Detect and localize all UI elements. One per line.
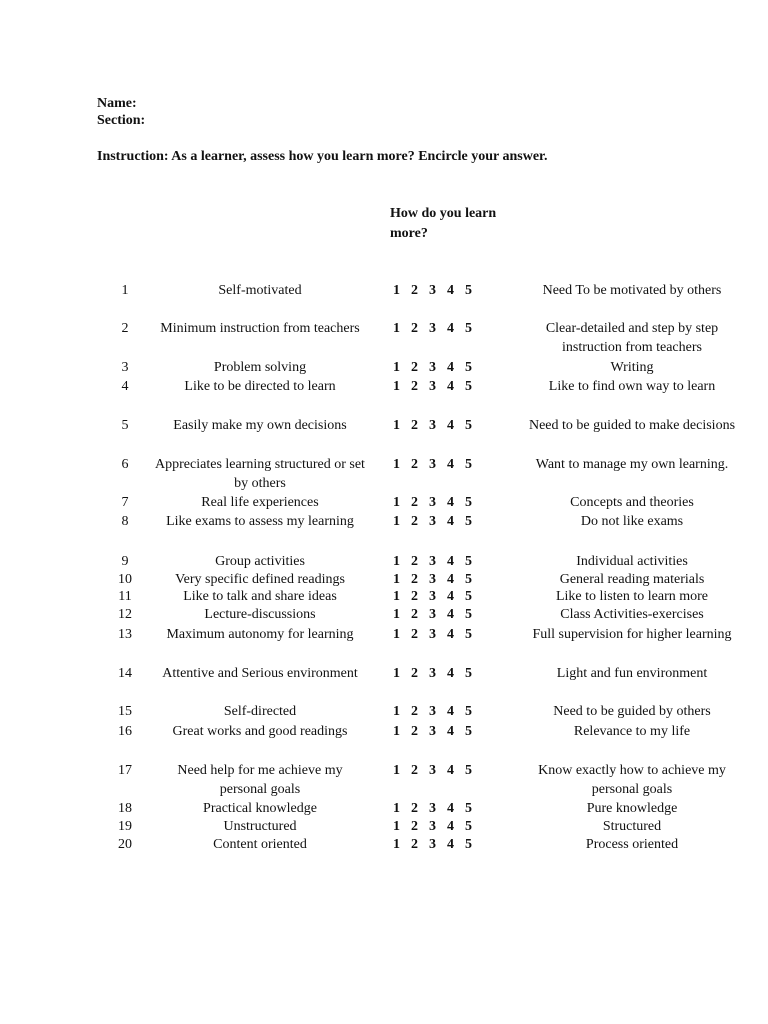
right-statement: Writing — [610, 360, 654, 375]
row-number: 9 — [121, 554, 129, 569]
rating-option-1[interactable]: 1 — [393, 572, 400, 587]
rating-scale — [393, 455, 483, 474]
scale-question: How do you learn more? — [390, 206, 497, 241]
row-number: 18 — [118, 801, 132, 816]
rating-option-3[interactable]: 3 — [429, 457, 436, 472]
rating-scale — [393, 605, 483, 624]
rating-option-4[interactable]: 4 — [447, 360, 454, 375]
right-statement: Structured — [602, 819, 662, 834]
left-statement: Self-directed — [223, 704, 297, 719]
rating-option-3[interactable]: 3 — [429, 627, 436, 642]
row-number: 4 — [121, 379, 129, 394]
rating-option-2[interactable]: 2 — [411, 837, 418, 852]
rating-option-5[interactable]: 5 — [465, 589, 472, 604]
left-statement: Lecture-discussions — [204, 607, 316, 622]
row-number: 8 — [121, 514, 129, 529]
rating-option-1[interactable]: 1 — [393, 457, 400, 472]
rating-option-5[interactable]: 5 — [465, 763, 472, 778]
right-statement: Individual activities — [576, 554, 688, 569]
rating-option-3[interactable]: 3 — [429, 495, 436, 510]
rating-option-1[interactable]: 1 — [393, 819, 400, 834]
row-number: 7 — [121, 495, 129, 510]
rating-option-4[interactable]: 4 — [447, 627, 454, 642]
rating-option-1[interactable]: 1 — [393, 724, 400, 739]
right-statement: Process oriented — [585, 837, 679, 852]
rating-option-2[interactable]: 2 — [411, 724, 418, 739]
row-number: 12 — [118, 607, 132, 622]
rating-option-3[interactable]: 3 — [429, 837, 436, 852]
left-statement: Very specific defined readings — [175, 572, 345, 587]
right-statement: Like to listen to learn more — [555, 589, 708, 604]
right-statement: Light and fun environment — [556, 666, 708, 681]
name-label: Name: — [97, 96, 137, 111]
rating-option-2[interactable]: 2 — [411, 379, 418, 394]
row-number: 14 — [118, 666, 132, 681]
rating-option-2[interactable]: 2 — [411, 321, 418, 336]
rating-option-3[interactable]: 3 — [429, 704, 436, 719]
rating-option-1[interactable]: 1 — [393, 283, 400, 298]
rating-option-5[interactable]: 5 — [465, 704, 472, 719]
rating-option-5[interactable]: 5 — [465, 572, 472, 587]
rating-option-1[interactable]: 1 — [393, 554, 400, 569]
rating-option-5[interactable]: 5 — [465, 457, 472, 472]
rating-option-5[interactable]: 5 — [465, 819, 472, 834]
rating-option-3[interactable]: 3 — [429, 763, 436, 778]
rating-option-2[interactable]: 2 — [411, 589, 418, 604]
rating-option-3[interactable]: 3 — [429, 589, 436, 604]
left-statement: Minimum instruction from teachers — [160, 321, 360, 336]
rating-option-4[interactable]: 4 — [447, 801, 454, 816]
left-statement: Like to be directed to learn — [184, 379, 336, 394]
rating-option-2[interactable]: 2 — [411, 418, 418, 433]
rating-scale — [393, 358, 483, 377]
rating-option-2[interactable]: 2 — [411, 607, 418, 622]
rating-scale — [393, 552, 483, 571]
rating-option-2[interactable]: 2 — [411, 283, 418, 298]
left-statement: Great works and good readings — [172, 724, 348, 739]
rating-scale — [393, 587, 483, 606]
rating-option-1[interactable]: 1 — [393, 801, 400, 816]
row-number: 5 — [121, 418, 129, 433]
rating-option-4[interactable]: 4 — [447, 607, 454, 622]
rating-option-3[interactable]: 3 — [429, 321, 436, 336]
row-number: 15 — [118, 704, 132, 719]
left-statement: Practical knowledge — [203, 801, 317, 816]
right-statement: Class Activities-exercises — [560, 607, 704, 622]
rating-option-2[interactable]: 2 — [411, 495, 418, 510]
row-number: 19 — [118, 819, 132, 834]
rating-option-4[interactable]: 4 — [447, 724, 454, 739]
rating-option-2[interactable]: 2 — [411, 704, 418, 719]
rating-option-2[interactable]: 2 — [411, 819, 418, 834]
rating-option-1[interactable]: 1 — [393, 360, 400, 375]
left-statement: Group activities — [215, 554, 305, 569]
left-statement: Easily make my own decisions — [173, 418, 347, 433]
left-statement: Like exams to assess my learning — [166, 514, 354, 529]
right-statement: Like to find own way to learn — [548, 379, 716, 394]
rating-option-3[interactable]: 3 — [429, 360, 436, 375]
rating-option-3[interactable]: 3 — [429, 819, 436, 834]
rating-scale — [393, 722, 483, 741]
rating-option-3[interactable]: 3 — [429, 666, 436, 681]
rating-option-5[interactable]: 5 — [465, 360, 472, 375]
rating-option-5[interactable]: 5 — [465, 495, 472, 510]
rating-option-4[interactable]: 4 — [447, 572, 454, 587]
rating-option-3[interactable]: 3 — [429, 379, 436, 394]
rating-option-4[interactable]: 4 — [447, 379, 454, 394]
left-statement: Need help for me achieve my personal goals — [177, 763, 343, 797]
right-statement: Concepts and theories — [570, 495, 694, 510]
rating-option-4[interactable]: 4 — [447, 321, 454, 336]
rating-option-2[interactable]: 2 — [411, 514, 418, 529]
row-number: 3 — [121, 360, 129, 375]
left-statement: Maximum autonomy for learning — [166, 627, 354, 642]
rating-option-4[interactable]: 4 — [447, 554, 454, 569]
rating-option-5[interactable]: 5 — [465, 801, 472, 816]
rating-option-4[interactable]: 4 — [447, 418, 454, 433]
rating-option-1[interactable]: 1 — [393, 321, 400, 336]
section-label: Section: — [97, 113, 146, 128]
rating-option-2[interactable]: 2 — [411, 763, 418, 778]
row-number: 11 — [118, 589, 132, 604]
left-statement: Content oriented — [213, 837, 307, 852]
rating-option-5[interactable]: 5 — [465, 666, 472, 681]
left-statement: Real life experiences — [201, 495, 319, 510]
rating-scale — [393, 625, 483, 644]
right-statement: Full supervision for higher learning — [532, 627, 732, 642]
rating-option-5[interactable]: 5 — [465, 554, 472, 569]
right-statement: Need To be motivated by others — [542, 283, 722, 298]
rating-option-1[interactable]: 1 — [393, 379, 400, 394]
rating-option-1[interactable]: 1 — [393, 418, 400, 433]
rating-option-5[interactable]: 5 — [465, 418, 472, 433]
row-number: 1 — [121, 283, 129, 298]
rating-option-3[interactable]: 3 — [429, 283, 436, 298]
rating-option-4[interactable]: 4 — [447, 457, 454, 472]
rating-option-4[interactable]: 4 — [447, 819, 454, 834]
rating-option-2[interactable]: 2 — [411, 457, 418, 472]
left-statement: Like to talk and share ideas — [183, 589, 337, 604]
rating-option-4[interactable]: 4 — [447, 514, 454, 529]
rating-option-5[interactable]: 5 — [465, 379, 472, 394]
rating-option-2[interactable]: 2 — [411, 801, 418, 816]
rating-option-1[interactable]: 1 — [393, 763, 400, 778]
rating-option-2[interactable]: 2 — [411, 554, 418, 569]
row-number: 13 — [118, 627, 132, 642]
row-number: 17 — [118, 763, 132, 778]
right-statement: Pure knowledge — [586, 801, 678, 816]
right-statement: Clear-detailed and step by step instruction from teachers — [545, 321, 719, 355]
rating-option-1[interactable]: 1 — [393, 514, 400, 529]
rating-option-3[interactable]: 3 — [429, 514, 436, 529]
rating-option-4[interactable]: 4 — [447, 495, 454, 510]
rating-option-2[interactable]: 2 — [411, 627, 418, 642]
rating-scale — [393, 377, 483, 396]
left-statement: Appreciates learning structured or set by others — [155, 457, 365, 491]
rating-scale — [393, 835, 483, 854]
rating-option-5[interactable]: 5 — [465, 724, 472, 739]
rating-option-2[interactable]: 2 — [411, 360, 418, 375]
rating-option-1[interactable]: 1 — [393, 837, 400, 852]
rating-option-3[interactable]: 3 — [429, 801, 436, 816]
row-number: 6 — [121, 457, 129, 472]
right-statement: Know exactly how to achieve my personal goals — [538, 763, 726, 797]
rating-option-4[interactable]: 4 — [447, 704, 454, 719]
rating-option-5[interactable]: 5 — [465, 283, 472, 298]
rating-option-1[interactable]: 1 — [393, 704, 400, 719]
left-statement: Attentive and Serious environment — [162, 666, 358, 681]
right-statement: Need to be guided to make decisions — [528, 418, 736, 433]
row-number: 16 — [118, 724, 132, 739]
left-statement: Problem solving — [213, 360, 307, 375]
rating-option-4[interactable]: 4 — [447, 837, 454, 852]
row-number: 20 — [118, 837, 132, 852]
rating-option-5[interactable]: 5 — [465, 837, 472, 852]
rating-option-2[interactable]: 2 — [411, 666, 418, 681]
instruction-text: Instruction: As a learner, assess how you learn more? Encircle your answer. — [97, 149, 548, 164]
row-number: 2 — [121, 321, 129, 336]
rating-option-1[interactable]: 1 — [393, 607, 400, 622]
rating-option-3[interactable]: 3 — [429, 554, 436, 569]
rating-scale — [393, 416, 483, 435]
rating-option-3[interactable]: 3 — [429, 607, 436, 622]
rating-scale — [393, 512, 483, 531]
rating-scale — [393, 799, 483, 818]
rating-scale — [393, 664, 483, 683]
rating-option-1[interactable]: 1 — [393, 627, 400, 642]
rating-scale — [393, 702, 483, 721]
rating-option-1[interactable]: 1 — [393, 666, 400, 681]
rating-scale — [393, 493, 483, 512]
rating-option-3[interactable]: 3 — [429, 418, 436, 433]
rating-option-4[interactable]: 4 — [447, 283, 454, 298]
rating-option-4[interactable]: 4 — [447, 763, 454, 778]
rating-option-3[interactable]: 3 — [429, 572, 436, 587]
right-statement: Relevance to my life — [573, 724, 691, 739]
rating-option-4[interactable]: 4 — [447, 666, 454, 681]
rating-scale — [393, 319, 483, 338]
row-number: 10 — [118, 572, 132, 587]
rating-option-2[interactable]: 2 — [411, 572, 418, 587]
right-statement: Do not like exams — [580, 514, 684, 529]
rating-scale — [393, 761, 483, 780]
rating-option-5[interactable]: 5 — [465, 607, 472, 622]
right-statement: Want to manage my own learning. — [535, 457, 729, 472]
rating-option-4[interactable]: 4 — [447, 589, 454, 604]
rating-option-3[interactable]: 3 — [429, 724, 436, 739]
rating-option-5[interactable]: 5 — [465, 627, 472, 642]
left-statement: Self-motivated — [218, 283, 302, 298]
rating-option-1[interactable]: 1 — [393, 589, 400, 604]
rating-option-1[interactable]: 1 — [393, 495, 400, 510]
rating-scale — [393, 281, 483, 300]
rating-scale — [393, 817, 483, 836]
right-statement: General reading materials — [559, 572, 705, 587]
rating-option-5[interactable]: 5 — [465, 321, 472, 336]
right-statement: Need to be guided by others — [553, 704, 711, 719]
rating-option-5[interactable]: 5 — [465, 514, 472, 529]
left-statement: Unstructured — [223, 819, 297, 834]
